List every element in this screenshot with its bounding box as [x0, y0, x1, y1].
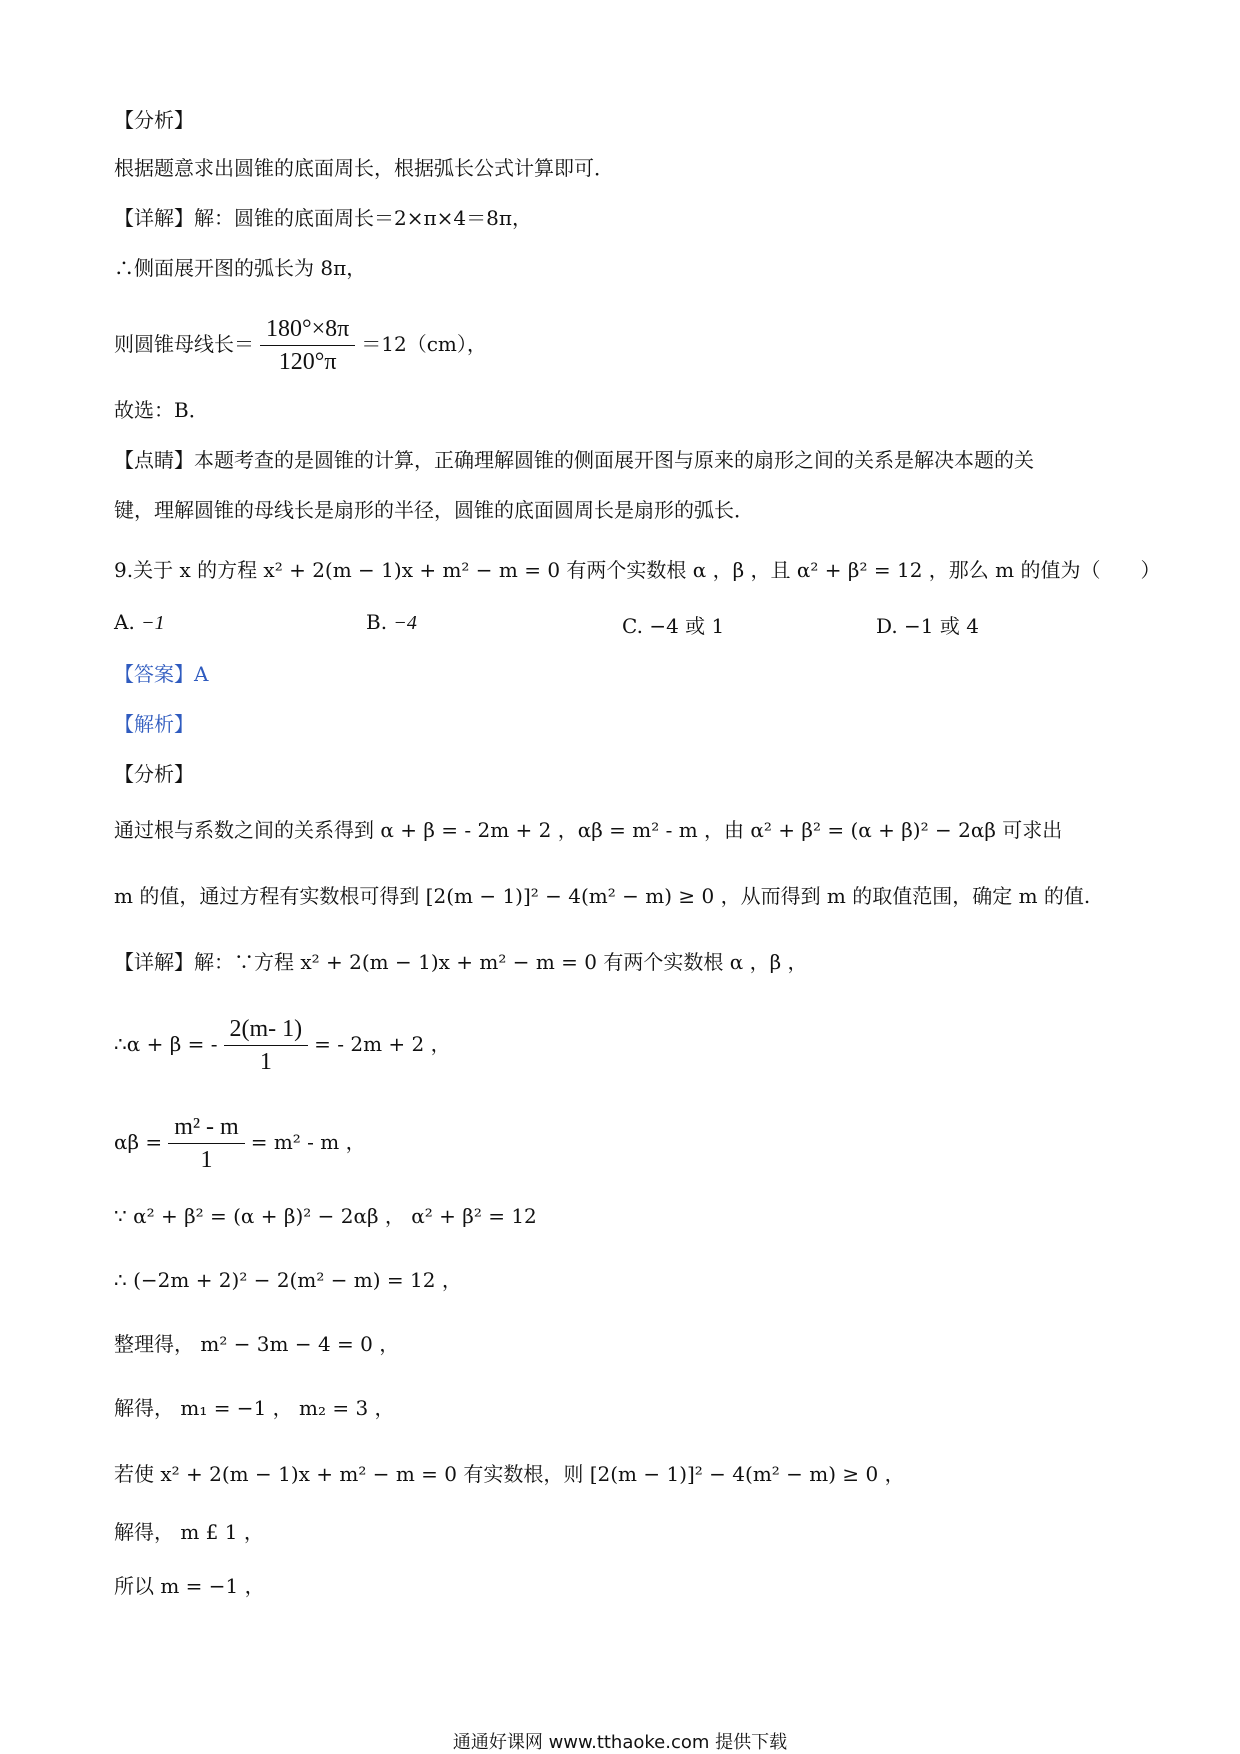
- option-c-text: −4 或 1: [649, 614, 725, 638]
- option-c: [622, 610, 724, 639]
- slant-suffix: ＝12（cm），: [361, 332, 487, 356]
- product-of-roots-line: [114, 1110, 1134, 1174]
- option-a-label: A.: [114, 610, 135, 634]
- prod-prefix: αβ =: [114, 1130, 163, 1154]
- question-9-stem: 9.关于 x 的方程 x² + 2(m − 1)x + m² − m = 0 有两个实数根 α ，β ，且 α² + β² = 12 ，那么 m 的值为（ ）: [114, 558, 1161, 582]
- page-footer: 通通好课网 www.tthaoke.com 提供下载: [452, 1732, 788, 1753]
- slant-height-line: [114, 314, 1134, 375]
- slant-fraction-numerator: 180°×8π: [260, 316, 355, 346]
- sum-prefix: ∴α + β = -: [114, 1032, 218, 1056]
- option-a-text: −1: [141, 612, 165, 634]
- option-d-label: D.: [876, 614, 898, 638]
- step-2: ∴ (−2m + 2)² − 2(m² − m) = 12 ，: [114, 1268, 462, 1292]
- analysis-text: 根据题意求出圆锥的底面周长，根据弧长公式计算即可．: [114, 156, 614, 180]
- option-d-text: −1 或 4: [904, 614, 979, 638]
- q9-analysis-heading: 【分析】: [114, 762, 194, 786]
- comment-line-2: 键，理解圆锥的母线长是扇形的半径，圆锥的底面圆周长是扇形的弧长．: [114, 498, 754, 522]
- option-b-label: B.: [366, 610, 388, 634]
- slant-fraction-denominator: 120°π: [278, 349, 337, 375]
- option-d: [876, 610, 979, 639]
- step-5: 若使 x² + 2(m − 1)x + m² − m = 0 有实数根，则 [2(m − 1)]² − 4(m² − m) ≥ 0 ，: [114, 1462, 905, 1486]
- option-b-text: −4: [393, 612, 417, 634]
- sum-fraction-denominator: 1: [259, 1049, 272, 1075]
- step-1: ∵ α² + β² = (α + β)² − 2αβ ， α² + β² = 12: [114, 1204, 537, 1228]
- sum-of-roots-line: [114, 1012, 1134, 1076]
- solution-label: 【解析】: [114, 712, 194, 736]
- sum-fraction-numerator: 2(m- 1): [224, 1016, 309, 1046]
- step-6: 解得， m £ 1 ，: [114, 1520, 264, 1544]
- prod-fraction-denominator: 1: [200, 1147, 213, 1173]
- analysis-heading: 【分析】: [114, 108, 194, 132]
- q9-analysis-line-1: 通过根与系数之间的关系得到 α + β = - 2m + 2 ，αβ = m² - m ，由 α² + β² = (α + β)² − 2αβ 可求出: [114, 818, 1063, 842]
- answer-label: 【答案】A: [114, 662, 209, 686]
- slant-fraction: [260, 316, 355, 376]
- q9-detail-line-1: 【详解】解：∵方程 x² + 2(m − 1)x + m² − m = 0 有两个实数根 α ，β ，: [114, 950, 808, 974]
- option-b: [366, 610, 417, 635]
- option-c-label: C.: [622, 614, 643, 638]
- sum-suffix: = - 2m + 2 ，: [314, 1032, 451, 1056]
- prod-fraction-numerator: m² - m: [168, 1114, 245, 1144]
- prod-suffix: = m² - m ，: [250, 1130, 366, 1154]
- option-a: [114, 610, 165, 635]
- slant-prefix: 则圆锥母线长＝: [114, 332, 254, 356]
- step-7: 所以 m = −1 ，: [114, 1574, 265, 1598]
- q9-analysis-line-2: m 的值，通过方程有实数根可得到 [2(m − 1)]² − 4(m² − m) ≥ 0 ，从而得到 m 的取值范围，确定 m 的值.: [114, 884, 1091, 908]
- arc-length-line: ∴侧面展开图的弧长为 8π，: [114, 256, 367, 280]
- detail-line-1: 【详解】解：圆锥的底面周长＝2×π×4＝8π，: [114, 206, 532, 230]
- comment-line-1: 【点睛】本题考查的是圆锥的计算，正确理解圆锥的侧面展开图与原来的扇形之间的关系是解决本题的关: [114, 448, 1034, 472]
- answer-choice: 故选：B．: [114, 398, 209, 422]
- step-3: 整理得， m² − 3m − 4 = 0 ，: [114, 1332, 400, 1356]
- step-4: 解得， m₁ = −1 ， m₂ = 3 ，: [114, 1396, 395, 1420]
- sum-fraction: [224, 1016, 309, 1076]
- prod-fraction: [168, 1114, 245, 1174]
